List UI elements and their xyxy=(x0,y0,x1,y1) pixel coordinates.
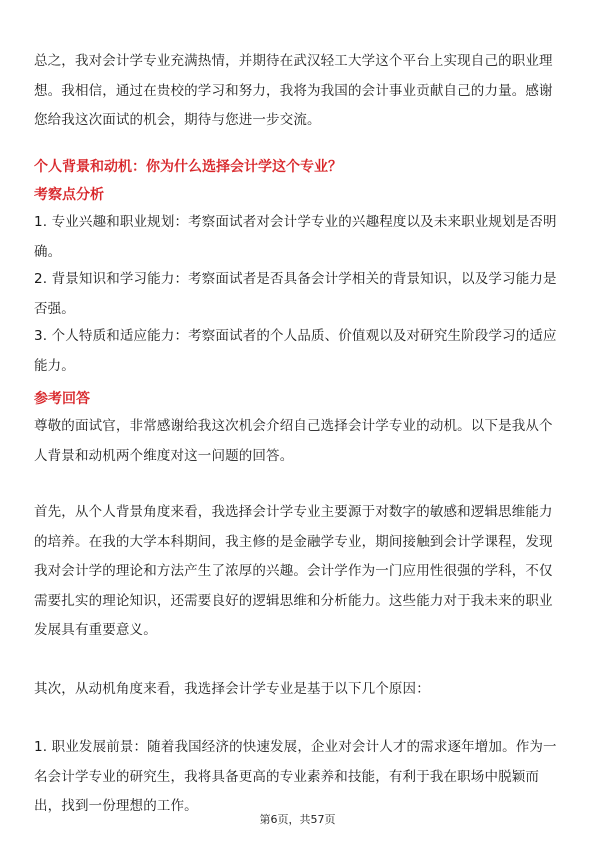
intro-paragraph: 总之，我对会计学专业充满热情，并期待在武汉轻工大学这个平台上实现自己的职业理想。我相信，通过在贵校的学习和努力，我将为我国的会计事业贡献自己的力量。感谢您给我这次面试的机会，期待与您进一步交流。 xyxy=(34,53,553,128)
question-heading: 个人背景和动机：你为什么选择会计学这个专业？ xyxy=(34,159,342,175)
analysis-point-2: 2. 背景知识和学习能力：考察面试者是否具备会计学相关的背景知识，以及学习能力是否强。 xyxy=(34,271,557,317)
answer-paragraph-2: 首先，从个人背景角度来看，我选择会计学专业主要源于对数字的敏感和逻辑思维能力的培养。在我的大学本科期间，我主修的是金融学专业，期间接触到会计学课程，发现我对会计学的理论和方法产生了浓厚的兴趣。会计学作为一门应用性很强的学科，不仅需要扎实的理论知识，还需要良好的逻辑思维和分析能力。这些能力对于我未来的职业发展具有重要意义。 xyxy=(34,504,553,638)
analysis-point-3: 3. 个人特质和适应能力：考察面试者的个人品质、价值观以及对研究生阶段学习的适应能力。 xyxy=(34,328,557,374)
answer-paragraph-3: 其次，从动机角度来看，我选择会计学专业是基于以下几个原因： xyxy=(34,681,430,697)
page-number-footer: 第6页，共57页 xyxy=(259,813,336,826)
answer-heading: 参考回答 xyxy=(34,391,90,407)
answer-paragraph-1: 尊敬的面试官，非常感谢给我这次机会介绍自己选择会计学专业的动机。以下是我从个人背景和动机两个维度对这一问题的回答。 xyxy=(34,418,553,464)
analysis-point-1: 1. 专业兴趣和职业规划：考察面试者对会计学专业的兴趣程度以及未来职业规划是否明确。 xyxy=(34,214,557,260)
analysis-heading: 考察点分析 xyxy=(34,187,104,203)
answer-paragraph-4: 1. 职业发展前景：随着我国经济的快速发展，企业对会计人才的需求逐年增加。作为一名会计学专业的研究生，我将具备更高的专业素养和技能，有利于我在职场中脱颖而出，找到一份理想的工作。 xyxy=(34,739,557,814)
